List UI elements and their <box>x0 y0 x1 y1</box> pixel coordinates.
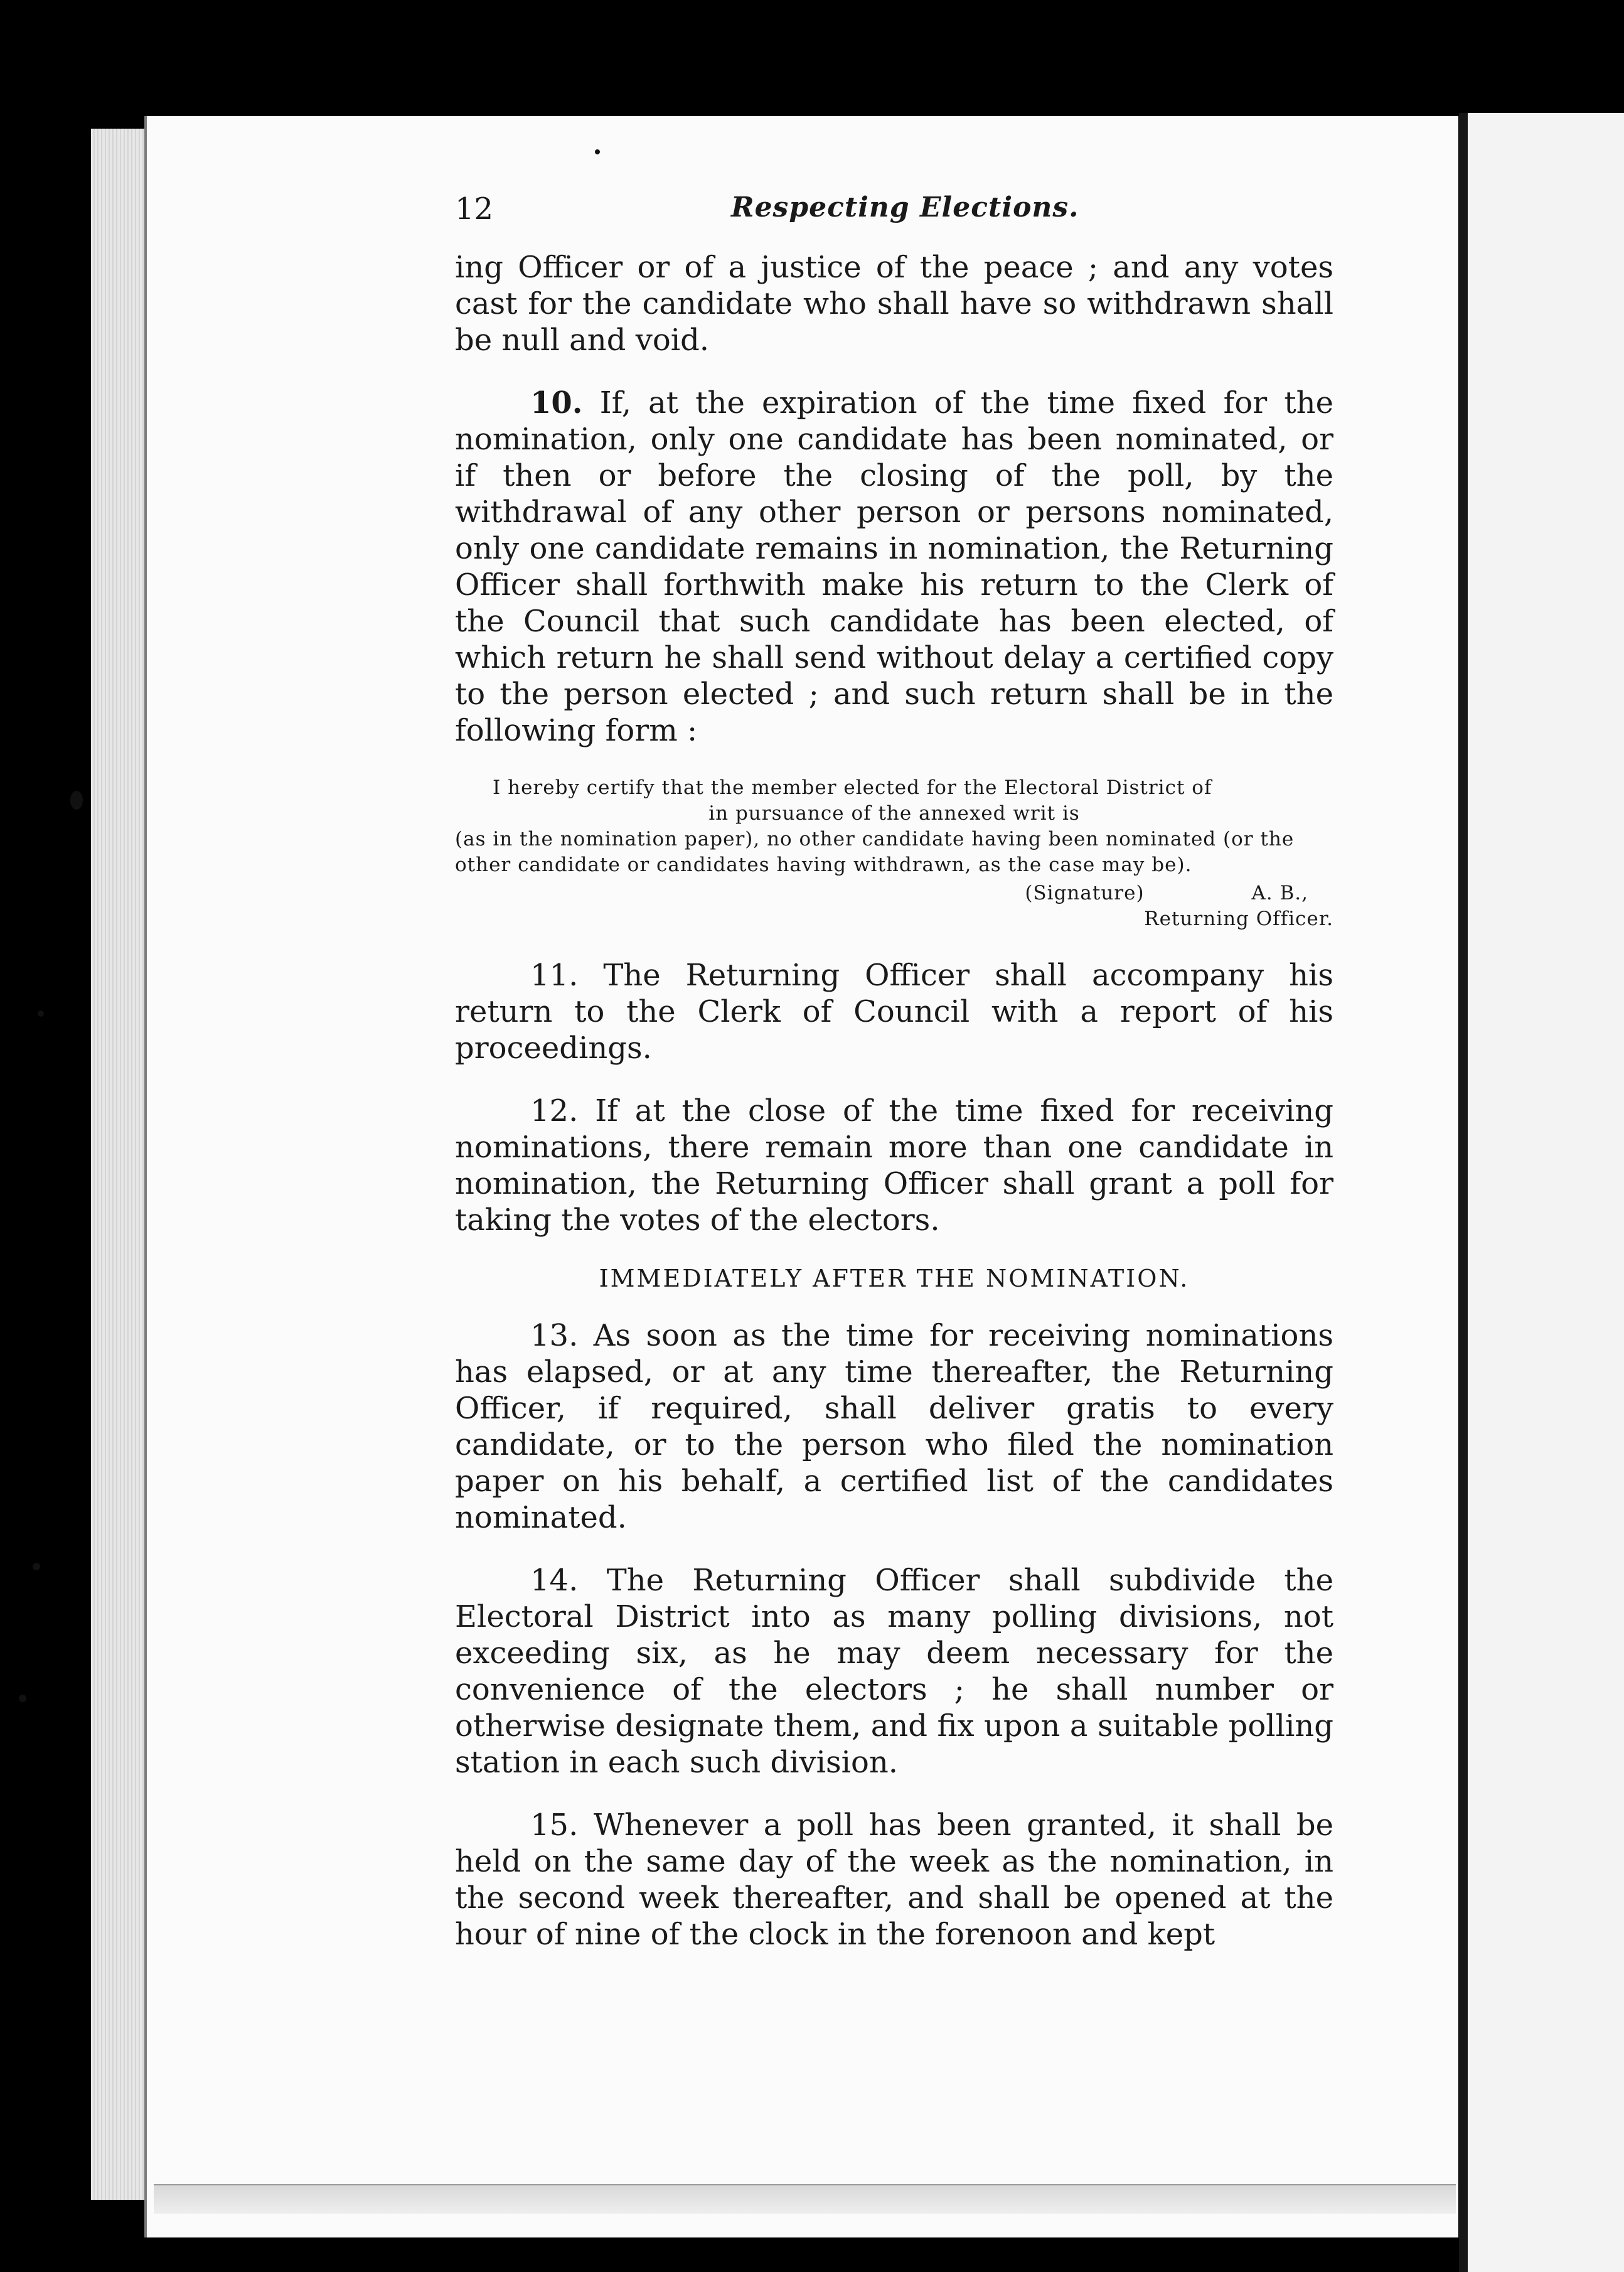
scan-speck <box>38 1010 44 1017</box>
section-13 <box>455 1317 1333 1536</box>
section-text: As soon as the time for receiving nominations has elapsed, or at any time thereafter, the Returning Officer, if required, shall deliver gratis to every candidate, or to the person who filed the nomination paper on his behalf, a certified list of the candidates nominated. <box>455 1318 1333 1535</box>
form-line-1: I hereby certify that the member elected for the Electoral District of <box>493 776 1212 799</box>
section-number: 15. <box>530 1808 579 1843</box>
section-text: If at the close of the time fixed for receiving nominations, there remain more than one candidate in nomination, the Returning Officer shall grant a poll for taking the votes of the electors. <box>455 1093 1334 1238</box>
section-text: The Returning Officer shall accompany his return to the Clerk of Council with a report of his proceedings. <box>455 958 1334 1066</box>
section-text: Whenever a poll has been granted, it shall be held on the same day of the week as the nomination, in the second week thereafter, and shall be opened at the hour of nine of the clock in the forenoon and kept <box>455 1808 1334 1952</box>
scan-speck <box>33 1563 40 1570</box>
book-bottom-edge <box>154 2184 1456 2214</box>
page-header <box>455 185 1333 242</box>
section-number: 14. <box>530 1563 579 1598</box>
section-text: The Returning Officer shall subdivide the Electoral District into as many polling divisions, not exceeding six, as he may deem necessary for the convenience of the electors ; he shall number or otherwise designate them, and fix upon a suitable polling station in each such division. <box>455 1563 1333 1780</box>
signature-name: A. B., <box>1251 882 1308 904</box>
section-heading: IMMEDIATELY AFTER THE NOMINATION. <box>599 1265 1190 1292</box>
facing-page <box>1459 113 1624 2272</box>
scan-speck <box>19 1695 26 1702</box>
section-14 <box>455 1562 1333 1781</box>
form-line-2: in pursuance of the annexed writ is <box>708 802 1080 825</box>
scan-speck <box>595 149 600 154</box>
section-15 <box>455 1807 1333 1953</box>
scan-speck <box>70 791 83 810</box>
page-text <box>455 185 1333 1979</box>
section-number: 12. <box>530 1093 579 1128</box>
form-line-3: (as in the nomination paper), no other candidate having been nominated (or the other candidate or candidates having withdrawn, as the case may be). <box>455 828 1295 876</box>
section-number: 13. <box>530 1318 579 1353</box>
continuation-paragraph: ing Officer or of a justice of the peace ; and any votes cast for the candidate who shall have so withdrawn shall be null and void. <box>455 250 1333 358</box>
signature-label: (Signature) <box>1025 882 1145 904</box>
section-text: If, at the expiration of the time fixed for the nomination, only one candidate has been nominated, or if then or before the closing of the poll, by the withdrawal of any other person or persons nominated, only one candidate remains in nomination, the Returning Officer shall forthwith make his return to the Clerk of the Council that such candidate has been elected, of which return he shall send without delay a certified copy to the person elected ; and such return shall be in the following form : <box>455 385 1333 748</box>
signature-title: Returning Officer. <box>1144 908 1333 930</box>
section-10 <box>455 385 1333 749</box>
section-11 <box>455 957 1333 1066</box>
section-number: 11. <box>530 958 579 993</box>
running-head: Respecting Elections. <box>731 191 1079 223</box>
section-number: 10. <box>530 385 583 421</box>
signature-row <box>455 881 1333 906</box>
section-12 <box>455 1093 1333 1238</box>
page-number: 12 <box>455 191 494 227</box>
certificate-form <box>455 775 1333 932</box>
